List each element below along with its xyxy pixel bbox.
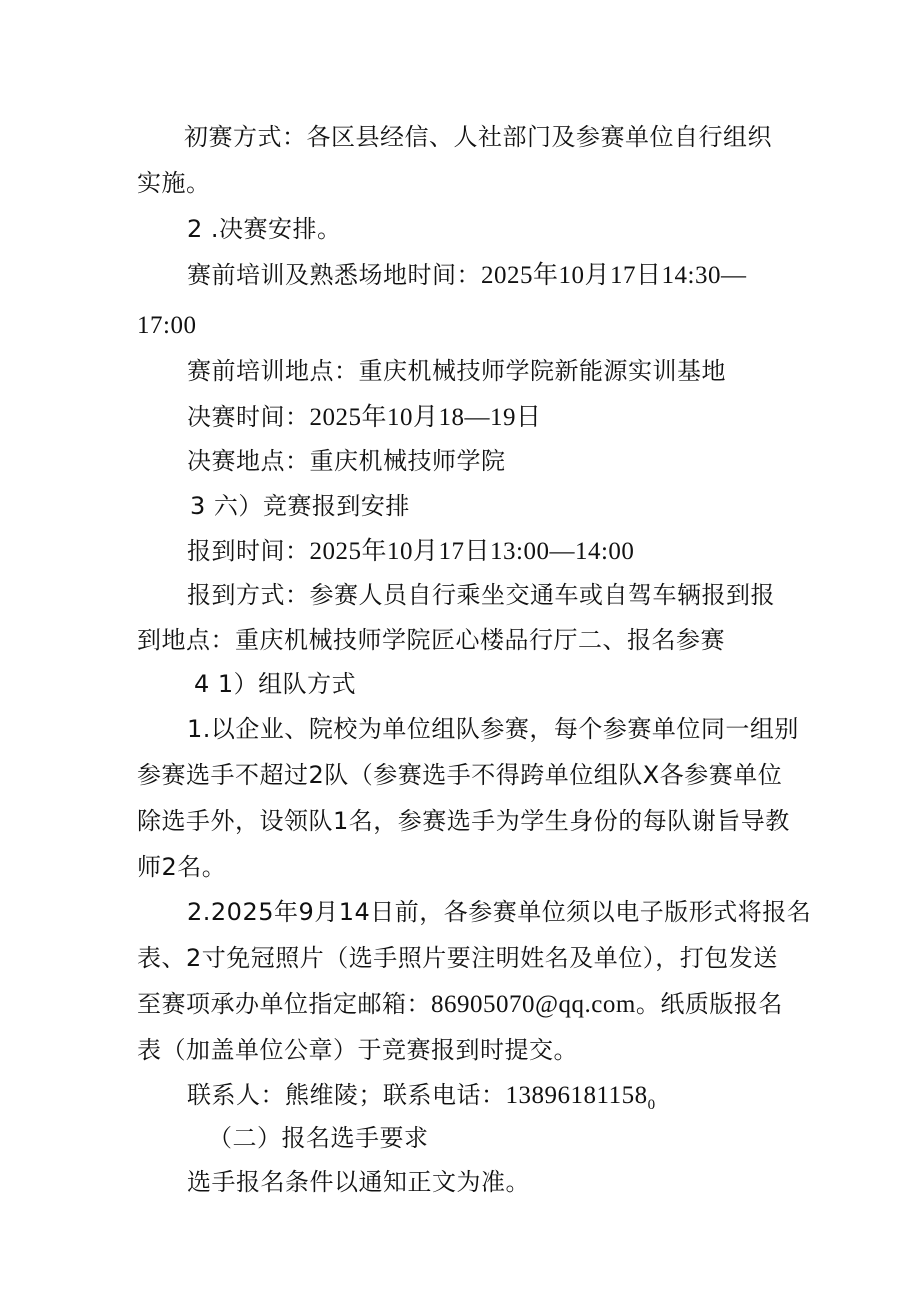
text-line xyxy=(137,852,226,882)
text-line xyxy=(184,122,772,152)
date-value: 2025年10月18—19日 xyxy=(309,404,542,431)
text-line xyxy=(187,536,634,567)
datetime-value: 2025年10月17日13:00—14:00 xyxy=(309,538,635,565)
text-line xyxy=(137,625,725,655)
section-heading xyxy=(187,214,342,244)
text-segment: 2 .决赛安排。 xyxy=(187,215,342,243)
text-segment: 参赛选手不超过2队（参赛选手不得跨单位组队X各参赛单位 xyxy=(137,761,783,789)
text-segment: 赛前培训地点：重庆机械技师学院新能源实训基地 xyxy=(187,357,726,385)
text-line xyxy=(187,356,726,386)
text-segment: 。纸质版报名 xyxy=(635,990,783,1018)
text-line xyxy=(187,580,775,610)
phone-number: 13896181158 xyxy=(505,1082,648,1109)
section-heading xyxy=(208,1123,429,1153)
text-segment: 到地点：重庆机械技师学院匠心楼品行厅二、报名参赛 xyxy=(137,626,725,654)
text-segment: 师2名。 xyxy=(137,853,227,881)
text-line xyxy=(137,943,778,973)
text-segment: 1.以企业、院校为单位组队参赛，每个参赛单位同一组别 xyxy=(187,715,799,743)
text-segment: 报到方式：参赛人员自行乘坐交通车或自驾车辆报到报 xyxy=(187,581,775,609)
text-line xyxy=(137,989,783,1020)
text-segment: 决赛时间： xyxy=(187,403,310,431)
text-segment: 表、2寸免冠照片（选手照片要注明姓名及单位），打包发送 xyxy=(137,944,778,972)
text-segment: （二）报名选手要求 xyxy=(208,1124,429,1152)
text-line xyxy=(187,1167,530,1197)
text-line xyxy=(187,1080,656,1120)
text-line xyxy=(187,260,746,291)
email-address: 86905070@qq.com xyxy=(431,991,636,1018)
text-segment: 3 六）竞赛报到安排 xyxy=(190,492,410,520)
text-segment: 报到时间： xyxy=(187,537,310,565)
time-value: 17:00 xyxy=(137,312,197,339)
text-line xyxy=(137,310,196,341)
text-segment: 至赛项承办单位指定邮箱： xyxy=(137,990,431,1018)
text-segment: 实施。 xyxy=(137,169,211,197)
text-segment: 2.2025年9月14日前，各参赛单位须以电子版形式将报名 xyxy=(187,898,812,926)
text-line xyxy=(187,402,542,433)
text-segment: 选手报名条件以通知正文为准。 xyxy=(187,1168,530,1196)
contact-label: 联系人：熊维陵；联系电话： xyxy=(187,1081,506,1109)
text-segment: 表（加盖单位公章）于竞赛报到时提交。 xyxy=(137,1036,578,1064)
text-segment: 赛前培训及熟悉场地时间： xyxy=(187,261,481,289)
text-segment: 4 1）组队方式 xyxy=(194,670,357,698)
text-line xyxy=(187,714,799,744)
text-segment: 初赛方式：各区县经信、人社部门及参赛单位自行组织 xyxy=(184,123,772,151)
text-line xyxy=(137,168,211,198)
subscript-zero: 0 xyxy=(647,1097,656,1113)
text-line xyxy=(187,897,811,927)
text-segment: 除选手外，设领队1名，参赛选手为学生身份的每队谢旨导教 xyxy=(137,807,790,835)
text-line xyxy=(187,446,506,476)
text-line xyxy=(137,1035,578,1065)
text-segment: 决赛地点：重庆机械技师学院 xyxy=(187,447,506,475)
section-heading xyxy=(190,491,410,521)
section-heading xyxy=(194,669,356,699)
text-line xyxy=(137,806,790,836)
text-line xyxy=(137,760,782,790)
datetime-value: 2025年10月17日14:30— xyxy=(481,262,747,289)
